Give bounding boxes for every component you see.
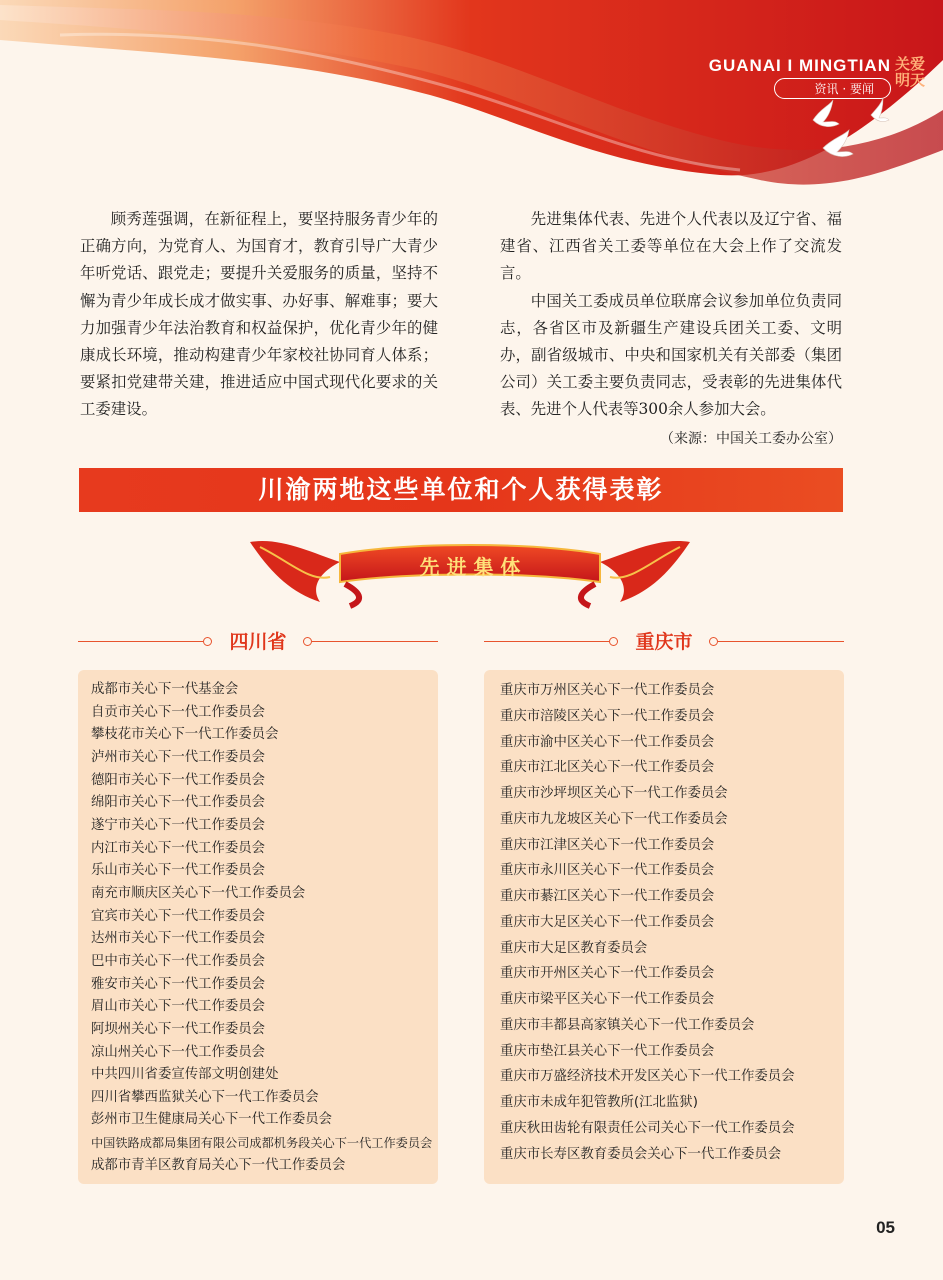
- list-item: 重庆市大足区关心下一代工作委员会: [500, 914, 715, 930]
- list-item: 重庆市綦江区关心下一代工作委员会: [500, 889, 715, 904]
- ribbon-label: 先 进 集 体: [419, 555, 521, 579]
- article-paragraph: 中国关工委成员单位联席会议参加单位负责同志，各省区市及新疆生产建设兵团关工委、文明办，副省级城市、中央和国家机关有关部委（集团公司）关工委主要负责同志，受表彰的先进集体代表、先进个人代表等300余人参加大会。: [500, 291, 842, 419]
- divider-line: [312, 641, 438, 642]
- sichuan-list: [78, 670, 438, 1184]
- list-item: 重庆市涪陵区关心下一代工作委员会: [500, 708, 715, 724]
- divider-dot: [303, 637, 312, 646]
- list-item: 成都市青羊区教育局关心下一代工作委员会: [91, 1157, 346, 1173]
- ribbon-banner: [250, 532, 690, 612]
- brand-english: GUANAI I MINGTIAN: [708, 56, 891, 75]
- list-item: 重庆市万盛经济技术开发区关心下一代工作委员会: [500, 1069, 795, 1085]
- page-number: 05: [876, 1218, 895, 1237]
- list-item: 绵阳市关心下一代工作委员会: [91, 795, 266, 811]
- list-item: 重庆市垫江县关心下一代工作委员会: [500, 1043, 715, 1059]
- list-item: 重庆市渝中区关心下一代工作委员会: [500, 734, 715, 750]
- list-item: 重庆秋田齿轮有限责任公司关心下一代工作委员会: [500, 1120, 795, 1136]
- list-item: 重庆市沙坪坝区关心下一代工作委员会: [500, 786, 728, 801]
- brand-chinese: 关爱 明天: [894, 55, 925, 89]
- list-item: 南充市顺庆区关心下一代工作委员会: [91, 885, 306, 901]
- chongqing-list: [484, 670, 844, 1184]
- region-header-chongqing: [484, 628, 844, 656]
- region-header-sichuan: [78, 628, 438, 656]
- list-item: 内江市关心下一代工作委员会: [91, 840, 266, 856]
- list-item: 重庆市丰都县高家镇关心下一代工作委员会: [500, 1017, 755, 1033]
- list-item: 乐山市关心下一代工作委员会: [91, 863, 266, 879]
- region-label: 重庆市: [635, 631, 693, 653]
- article-right-column: [500, 206, 842, 453]
- list-item: 重庆市开州区关心下一代工作委员会: [500, 966, 715, 982]
- list-item: 中国铁路成都局集团有限公司成都机务段关心下一代工作委员会: [91, 1136, 433, 1151]
- article-source: （来源：中国关工委办公室）: [660, 430, 842, 447]
- section-title: 川渝两地这些单位和个人获得表彰: [79, 468, 843, 512]
- section-label: 资讯 · 要闻: [774, 78, 891, 99]
- list-item: 巴中市关心下一代工作委员会: [91, 953, 266, 969]
- list-item: 凉山州关心下一代工作委员会: [91, 1044, 266, 1060]
- list-item: 重庆市江津区关心下一代工作委员会: [500, 837, 715, 853]
- list-item: 重庆市未成年犯管教所(江北监狱): [500, 1095, 698, 1110]
- list-item: 宜宾市关心下一代工作委员会: [91, 908, 266, 924]
- list-item: 泸州市关心下一代工作委员会: [91, 749, 266, 765]
- doves-icon: [793, 90, 913, 170]
- list-item: 眉山市关心下一代工作委员会: [91, 999, 266, 1015]
- list-item: 重庆市梁平区关心下一代工作委员会: [500, 992, 715, 1007]
- list-item: 四川省攀西监狱关心下一代工作委员会: [91, 1089, 319, 1105]
- region-label: 四川省: [229, 631, 287, 653]
- list-item: 重庆市永川区关心下一代工作委员会: [500, 863, 715, 879]
- list-item: 阿坝州关心下一代工作委员会: [91, 1021, 266, 1037]
- list-item: 重庆市长寿区教育委员会关心下一代工作委员会: [500, 1146, 782, 1162]
- list-item: 重庆市大足区教育委员会: [500, 940, 648, 956]
- article-paragraph: 先进集体代表、先进个人代表以及辽宁省、福建省、江西省关工委等单位在大会上作了交流发言。: [500, 210, 842, 283]
- list-item: 自贡市关心下一代工作委员会: [91, 704, 266, 720]
- article-left-column: [80, 206, 438, 424]
- list-item: 重庆市九龙坡区关心下一代工作委员会: [500, 811, 728, 827]
- list-item: 成都市关心下一代基金会: [91, 682, 239, 697]
- list-item: 遂宁市关心下一代工作委员会: [91, 817, 266, 833]
- article-paragraph: 顾秀莲强调，在新征程上，要坚持服务青少年的正确方向，为党育人、为国育才，教育引导广大青少年听党话、跟党走；要提升关爱服务的质量，坚持不懈为青少年成长成才做实事、办好事、解难事；要大力加强青少年法治教育和权益保护，优化青少年的健康成长环境，推动构建青少年家校社协同育人体系；要紧扣党建带关建，推进适应中国式现代化要求的关工委建设。: [80, 210, 438, 419]
- list-item: 重庆市江北区关心下一代工作委员会: [500, 760, 715, 776]
- list-item: 德阳市关心下一代工作委员会: [91, 772, 266, 788]
- list-item: 雅安市关心下一代工作委员会: [91, 976, 266, 992]
- divider-dot: [709, 637, 718, 646]
- list-item: 中共四川省委宣传部文明创建处: [91, 1067, 279, 1083]
- list-item: 攀枝花市关心下一代工作委员会: [91, 727, 279, 743]
- divider-line: [718, 641, 844, 642]
- list-item: 彭州市卫生健康局关心下一代工作委员会: [91, 1112, 333, 1128]
- list-item: 重庆市万州区关心下一代工作委员会: [500, 683, 715, 698]
- list-item: 达州市关心下一代工作委员会: [91, 931, 266, 947]
